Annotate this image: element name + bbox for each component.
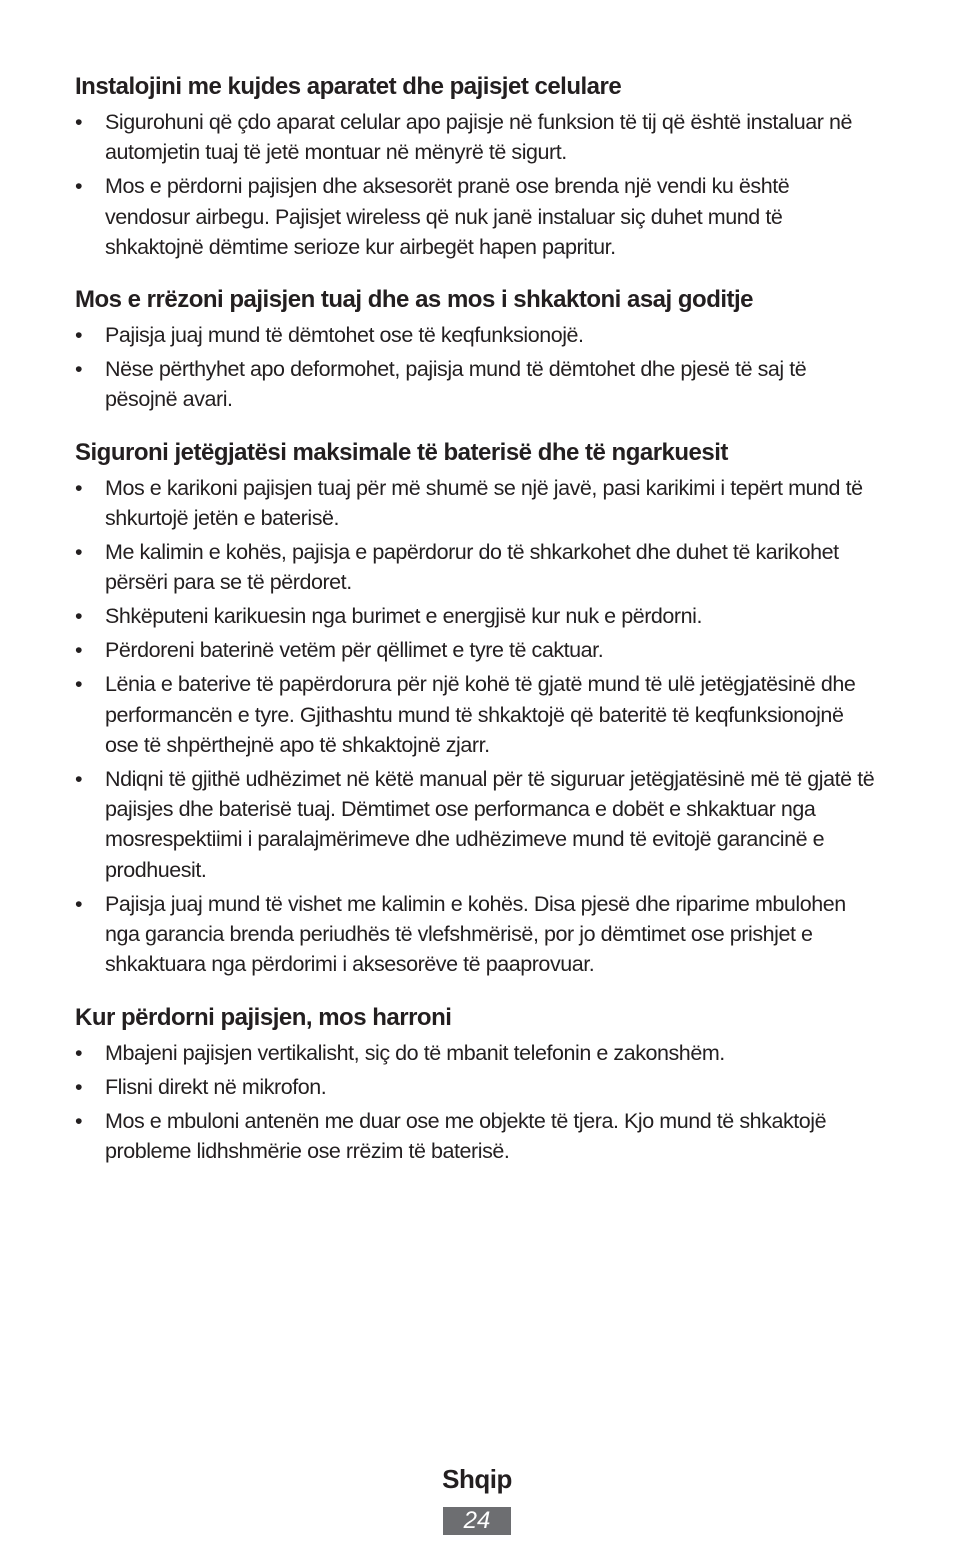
list-item: • Mos e përdorni pajisjen dhe aksesorët pranë ose brenda një vendi ku është vendosur airbegu. Pajisjet wireless që nuk janë instaluar siç duhet mund të shkaktojnë dëmtime serioze kur airbegët hapen papritur. <box>75 171 875 262</box>
bullet-list <box>75 320 875 415</box>
list-item: • Përdoreni baterinë vetëm për qëllimet e tyre të caktuar. <box>75 635 875 665</box>
section-heading: Mos e rrëzoni pajisjen tuaj dhe as mos i shkaktoni asaj goditje <box>75 286 754 314</box>
list-item: • Lënia e baterive të papërdorura për një kohë të gjatë mund të ulë jetëgjatësinë dhe performancën e tyre. Gjithashtu mund të shkaktojë që bateritë të keqfunksionojnë ose të shpërthejnë apo të shkaktojnë zjarr. <box>75 669 875 760</box>
document-body <box>75 70 875 1187</box>
list-item: • Pajisja juaj mund të vishet me kalimin e kohës. Disa pjesë dhe riparime mbulohen nga garancia brenda periudhës të vlefshmërisë, por jo dëmtimet ose prishjet e shkaktuara nga përdorimi i aksesorëve të paaprovuar. <box>75 889 875 980</box>
list-item: • Mbajeni pajisjen vertikalisht, siç do të mbanit telefonin e zakonshëm. <box>75 1038 875 1068</box>
section-heading: Instalojini me kujdes aparatet dhe pajisjet celulare <box>75 73 622 100</box>
section-heading: Siguroni jetëgjatësi maksimale të baterisë dhe të ngarkuesit <box>75 438 728 466</box>
footer-language-label: Shqip <box>442 1464 512 1494</box>
bullet-list <box>75 473 875 980</box>
section-do-not-drop <box>75 283 875 415</box>
section-using-device <box>75 1001 875 1167</box>
page-number-badge: 24 <box>443 1507 511 1535</box>
section-install-devices <box>75 70 875 262</box>
section-battery-life <box>75 436 875 980</box>
list-item: • Me kalimin e kohës, pajisja e papërdorur do të shkarkohet dhe duhet të karikohet përsëri para se të përdoret. <box>75 537 875 598</box>
list-item: • Pajisja juaj mund të dëmtohet ose të keqfunksionojë. <box>75 320 875 350</box>
bullet-list <box>75 107 875 262</box>
list-item: • Shkëputeni karikuesin nga burimet e energjisë kur nuk e përdorni. <box>75 601 875 631</box>
list-item: • Ndiqni të gjithë udhëzimet në këtë manual për të siguruar jetëgjatësinë më të gjatë të pajisjes dhe baterisë tuaj. Dëmtimet ose performanca e dobët e shkaktuar nga mosrespektiimi i paralajmërimeve dhe udhëzimeve mund të evitojë garancinë e prodhuesit. <box>75 764 875 885</box>
list-item: • Nëse përthyhet apo deformohet, pajisja mund të dëmtohet dhe pjesë të saj të pësojnë avari. <box>75 354 875 415</box>
bullet-list <box>75 1038 875 1167</box>
list-item: • Sigurohuni që çdo aparat celular apo pajisje në funksion të tij që është instaluar në automjetin tuaj të jetë montuar në mënyrë të sigurt. <box>75 107 875 168</box>
section-heading: Kur përdorni pajisjen, mos harroni <box>75 1003 452 1031</box>
list-item: • Flisni direkt në mikrofon. <box>75 1072 875 1102</box>
list-item: • Mos e mbuloni antenën me duar ose me objekte të tjera. Kjo mund të shkaktojë probleme lidhshmërie ose rrëzim të baterisë. <box>75 1106 875 1167</box>
list-item: • Mos e karikoni pajisjen tuaj për më shumë se një javë, pasi karikimi i tepërt mund të shkurtojë jetën e baterisë. <box>75 473 875 534</box>
